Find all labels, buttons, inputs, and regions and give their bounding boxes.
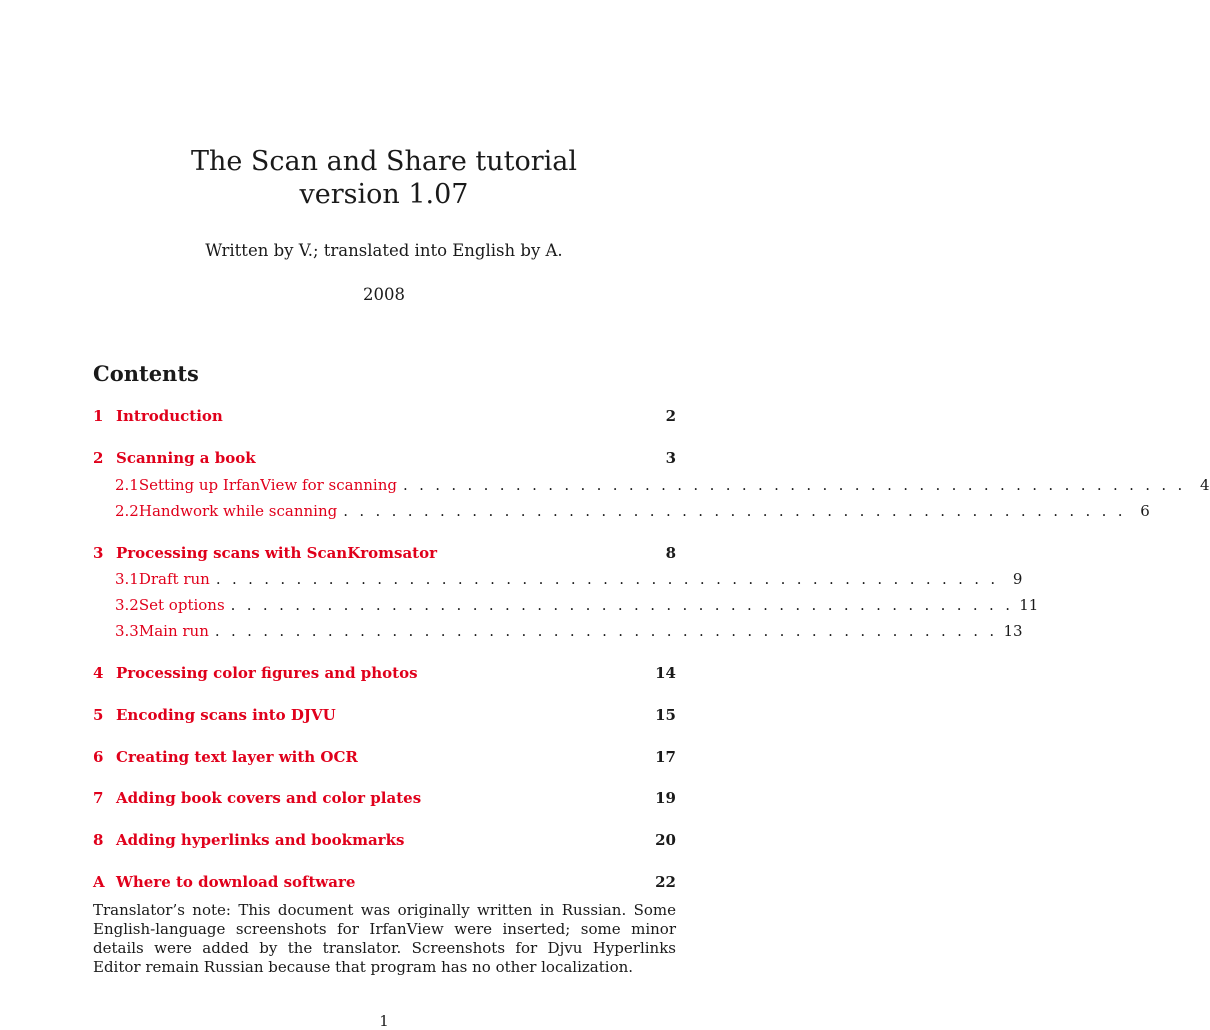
dot-leader: . . . . . . . . . . . . . . . . . . . . . . . . . . . . . . . . . . . . . . . . . . . . . . . . .	[215, 570, 999, 588]
toc-number: 6	[93, 748, 104, 766]
toc-page-number: 15	[655, 706, 676, 724]
toc-number: A	[93, 873, 105, 891]
toc-number: 5	[93, 706, 104, 724]
toc-entry-main-run[interactable]	[93, 622, 1023, 644]
toc-number: 2.2	[115, 502, 139, 520]
publication-year: 2008	[363, 285, 405, 304]
toc-link-label[interactable]: Creating text layer with OCR	[116, 748, 358, 766]
toc-entry-processing-color-figures[interactable]	[93, 664, 676, 686]
toc-page-number: 19	[655, 789, 676, 807]
toc-page-number: 2	[665, 407, 676, 425]
document-title	[0, 145, 768, 211]
toc-link-label[interactable]: Adding book covers and color plates	[116, 789, 422, 807]
toc-entry-creating-text-layer[interactable]	[93, 748, 676, 770]
toc-link-label[interactable]: Handwork while scanning	[138, 502, 338, 520]
dot-leader: . . . . . . . . . . . . . . . . . . . . . . . . . . . . . . . . . . . . . . . . . . . . . . . . .	[230, 596, 1014, 614]
toc-link-label[interactable]: Set options	[138, 596, 225, 614]
dot-leader: . . . . . . . . . . . . . . . . . . . . . . . . . . . . . . . . . . . . . . . . . . . . . . . . .	[214, 622, 998, 640]
toc-entry-encoding-djvu[interactable]	[93, 706, 676, 728]
toc-entry-set-options[interactable]	[93, 596, 1039, 618]
toc-entry-setting-up-irfanview[interactable]	[93, 476, 1210, 498]
dot-leader: . . . . . . . . . . . . . . . . . . . . . . . . . . . . . . . . . . . . . . . . . . . . . . . . .	[343, 502, 1126, 520]
toc-link-label[interactable]: Introduction	[116, 407, 223, 425]
toc-entry-where-to-download[interactable]	[93, 873, 676, 895]
toc-page-number: 20	[655, 831, 676, 849]
toc-page-number: 9	[1012, 570, 1023, 588]
toc-number: 3.3	[115, 622, 139, 640]
toc-page-number: 8	[665, 544, 676, 562]
toc-link-label[interactable]: Processing color figures and photos	[116, 664, 418, 682]
toc-entry-handwork-while-scanning[interactable]	[93, 502, 1150, 524]
toc-entry-adding-hyperlinks[interactable]	[93, 831, 676, 853]
contents-heading: Contents	[93, 361, 199, 386]
toc-entry-scanning-a-book[interactable]	[93, 449, 676, 471]
toc-link-label[interactable]: Scanning a book	[116, 449, 256, 467]
translator-note: Translator’s note: This document was originally written in Russian. Some English-language screenshots for IrfanView were inserted; some minor details were added by the translator. Screenshots for Djvu Hyperlinks Editor remain Russian because that program has no other localization.	[93, 901, 676, 976]
toc-number: 8	[93, 831, 104, 849]
page-number: 1	[379, 1012, 389, 1030]
toc-number: 1	[93, 407, 104, 425]
toc-link-label[interactable]: Encoding scans into DJVU	[116, 706, 336, 724]
toc-link-label[interactable]: Processing scans with ScanKromsator	[116, 544, 438, 562]
toc-entry-processing-scans[interactable]	[93, 544, 676, 566]
toc-number: 2	[93, 449, 104, 467]
toc-page-number: 17	[655, 748, 676, 766]
dot-leader: . . . . . . . . . . . . . . . . . . . . . . . . . . . . . . . . . . . . . . . . . . . . . . . . .	[402, 476, 1186, 494]
toc-number: 3.1	[115, 570, 139, 588]
toc-link-label[interactable]: Main run	[138, 622, 209, 640]
title-line-1: The Scan and Share tutorial	[190, 146, 578, 177]
toc-link-label[interactable]: Adding hyperlinks and bookmarks	[116, 831, 405, 849]
toc-link-label[interactable]: Draft run	[138, 570, 210, 588]
toc-page-number: 22	[655, 873, 676, 891]
toc-page-number: 11	[1019, 596, 1039, 614]
toc-link-label[interactable]: Where to download software	[116, 873, 356, 891]
toc-entry-introduction[interactable]	[93, 407, 676, 429]
toc-entry-draft-run[interactable]	[93, 570, 1023, 592]
author-byline: Written by V.; translated into English by A.	[205, 241, 563, 260]
toc-page-number: 4	[1200, 476, 1210, 494]
toc-page-number: 6	[1140, 502, 1150, 520]
toc-page-number: 14	[655, 664, 676, 682]
toc-link-label[interactable]: Setting up IrfanView for scanning	[138, 476, 397, 494]
toc-number: 3	[93, 544, 104, 562]
title-line-2: version 1.07	[299, 179, 469, 210]
toc-entry-adding-book-covers[interactable]	[93, 789, 676, 811]
toc-number: 2.1	[115, 476, 139, 494]
toc-number: 7	[93, 789, 104, 807]
toc-page-number: 3	[665, 449, 676, 467]
toc-page-number: 13	[1003, 622, 1023, 640]
toc-number: 4	[93, 664, 104, 682]
toc-number: 3.2	[115, 596, 139, 614]
